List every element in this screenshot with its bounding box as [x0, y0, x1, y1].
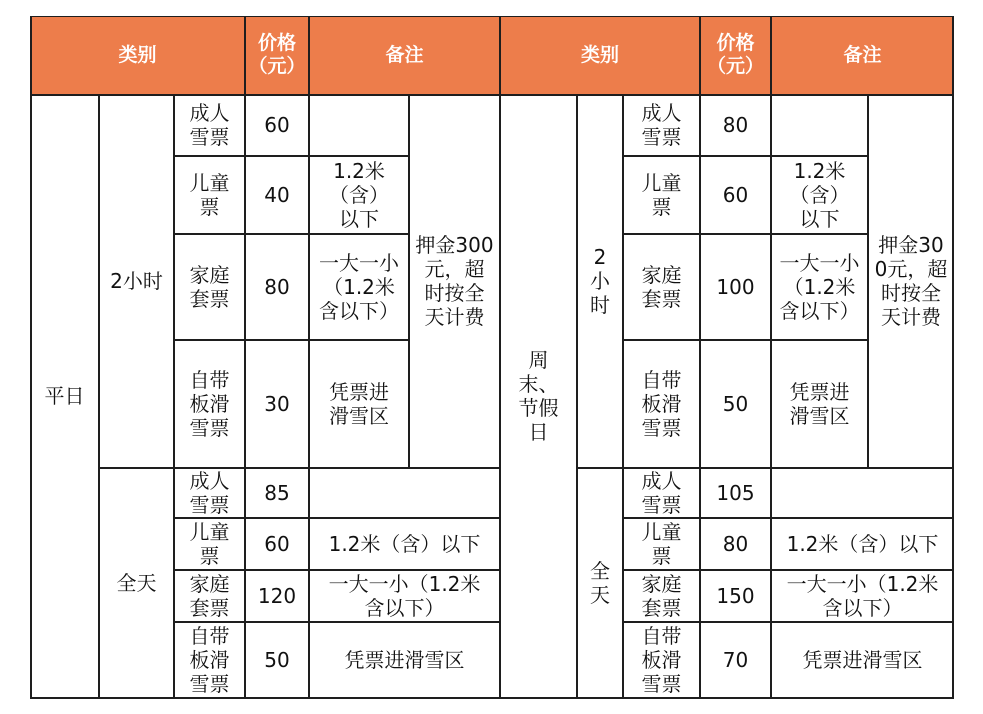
ticket-price: 60	[722, 183, 749, 207]
ticket-price: 50	[264, 648, 290, 672]
grid-line	[173, 621, 500, 623]
ticket-note: 凭票进滑雪区	[789, 380, 850, 428]
grid-line	[576, 467, 954, 469]
ticket-price: 80	[722, 113, 749, 137]
ticket-type: 自带板滑雪票	[641, 624, 682, 696]
grid-line	[98, 467, 500, 469]
duration-weekend-2h: 2小时	[590, 245, 610, 317]
duration-weekday-fullday: 全天	[116, 571, 157, 595]
header-note-weekend: 备注	[843, 43, 882, 66]
ticket-type: 家庭套票	[641, 263, 682, 311]
ticket-type: 儿童票	[641, 520, 682, 568]
price-table	[30, 16, 954, 698]
grid-line	[98, 94, 100, 698]
grid-line	[499, 16, 501, 698]
duration-weekday-2h: 2小时	[110, 269, 163, 293]
ticket-price: 150	[716, 584, 755, 608]
ticket-type: 成人雪票	[189, 469, 230, 517]
ticket-note	[309, 468, 500, 518]
grid-line	[622, 569, 954, 571]
deposit-note-weekday: 押金300元，超时按全天计费	[415, 233, 494, 329]
grid-line	[622, 339, 868, 341]
header-category-weekday: 类别	[118, 43, 157, 66]
grid-line	[30, 16, 32, 698]
ticket-price: 60	[264, 532, 290, 556]
grid-line	[408, 94, 410, 468]
grid-line	[173, 569, 500, 571]
ticket-price: 50	[722, 392, 749, 416]
ticket-note: 一大一小（1.2米含以下）	[319, 251, 399, 323]
grid-line	[576, 94, 578, 698]
duration-weekend-fullday: 全天	[590, 559, 610, 607]
ticket-type: 家庭套票	[189, 263, 230, 311]
ticket-type: 儿童票	[641, 171, 682, 219]
ticket-note	[771, 468, 954, 518]
grid-line	[699, 16, 701, 698]
grid-line	[308, 16, 310, 698]
ticket-note: 凭票进滑雪区	[344, 648, 465, 672]
ticket-note: 1.2米（含）以下	[329, 159, 389, 231]
ticket-note: 凭票进滑雪区	[329, 380, 389, 428]
grid-line	[622, 517, 954, 519]
ticket-note: 1.2米（含）以下	[786, 532, 939, 556]
grid-line	[622, 155, 868, 157]
ticket-note: 1.2米（含）以下	[328, 532, 481, 556]
ticket-note	[309, 94, 409, 156]
grid-line	[30, 94, 954, 96]
ticket-type: 成人雪票	[641, 101, 682, 149]
ticket-type: 成人雪票	[189, 101, 230, 149]
ticket-price: 80	[722, 532, 749, 556]
period-weekday: 平日	[44, 384, 85, 408]
ticket-price: 60	[264, 113, 290, 137]
header-category-weekend: 类别	[580, 43, 619, 66]
ticket-type: 儿童票	[189, 171, 230, 219]
ticket-price: 105	[716, 481, 755, 505]
ticket-note	[771, 94, 868, 156]
period-weekend: 周末、节假日	[518, 348, 559, 444]
header-note-weekday: 备注	[385, 43, 424, 66]
ticket-type: 家庭套票	[641, 572, 682, 620]
grid-line	[770, 16, 772, 698]
grid-line	[173, 517, 500, 519]
grid-line	[867, 94, 869, 468]
grid-line	[173, 94, 175, 698]
grid-line	[952, 16, 954, 698]
ticket-note: 一大一小（1.2米含以下）	[779, 251, 860, 323]
grid-line	[622, 233, 868, 235]
ticket-price: 120	[257, 584, 297, 608]
ticket-price: 85	[264, 481, 290, 505]
ticket-note: 凭票进滑雪区	[802, 648, 923, 672]
ticket-price: 80	[264, 275, 290, 299]
ticket-note: 1.2米（含）以下	[789, 159, 850, 231]
ticket-note: 一大一小（1.2米含以下）	[786, 572, 939, 620]
deposit-note-weekend: 押金300元，超时按全天计费	[874, 233, 948, 329]
grid-line	[622, 621, 954, 623]
grid-line	[173, 155, 409, 157]
grid-line	[30, 16, 954, 17]
ticket-note: 一大一小（1.2米含以下）	[328, 572, 481, 620]
ticket-price: 40	[264, 183, 290, 207]
ticket-type: 家庭套票	[189, 572, 230, 620]
ticket-type: 儿童票	[189, 520, 230, 568]
ticket-type: 自带板滑雪票	[189, 624, 230, 696]
grid-line	[30, 697, 954, 699]
ticket-type: 自带板滑雪票	[189, 368, 230, 440]
grid-line	[173, 233, 409, 235]
header-price-weekend: 价格（元）	[707, 32, 765, 77]
grid-line	[173, 339, 409, 341]
ticket-type: 成人雪票	[641, 469, 682, 517]
grid-line	[244, 16, 246, 698]
ticket-price: 100	[716, 275, 755, 299]
ticket-type: 自带板滑雪票	[641, 368, 682, 440]
ticket-price: 70	[722, 648, 749, 672]
header-price-weekday: 价格（元）	[248, 32, 306, 77]
grid-line	[622, 94, 624, 698]
ticket-price: 30	[264, 392, 290, 416]
